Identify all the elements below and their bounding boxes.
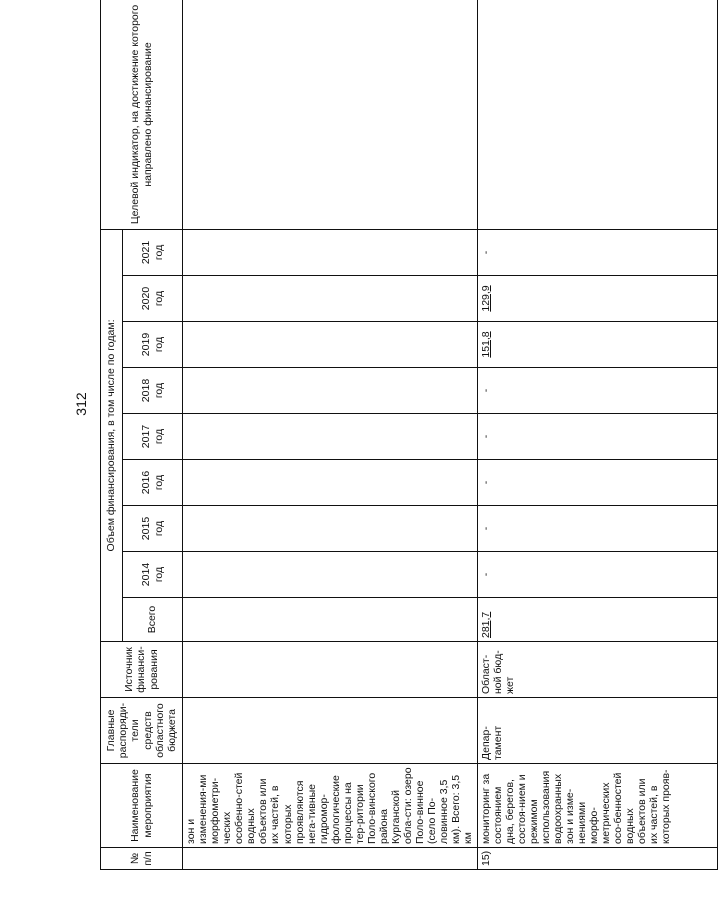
header-source: Источник финанси-рования	[101, 642, 183, 698]
row-total	[183, 598, 478, 642]
row-year-value	[183, 322, 478, 368]
row-year-value: -	[477, 368, 717, 414]
header-total: Всего	[123, 598, 183, 642]
row-target	[477, 0, 717, 229]
row-year-value: -	[477, 552, 717, 598]
row-year-value: -	[477, 414, 717, 460]
header-target: Целевой индикатор, на достижение которого направлено финансирование	[101, 0, 183, 229]
header-year: 2020 год	[123, 276, 183, 322]
header-year: 2019 год	[123, 322, 183, 368]
row-year-value: 151,8	[477, 322, 717, 368]
row-total: 281,7	[477, 598, 717, 642]
header-year: 2015 год	[123, 506, 183, 552]
row-year-value	[183, 229, 478, 275]
row-source: Област-ной бюд-жет	[477, 642, 717, 698]
header-year: 2016 год	[123, 460, 183, 506]
header-year: 2017 год	[123, 414, 183, 460]
row-manager	[183, 698, 478, 764]
row-num: 15)	[477, 848, 717, 870]
row-manager: Депар-тамент	[477, 698, 717, 764]
table-row	[477, 0, 717, 870]
row-year-value: -	[477, 229, 717, 275]
rotated-table-page	[100, 0, 673, 870]
row-name: мониторинг за состоянием дна, берегов, состоя-нием и режимом использования водоохранных зон и изме-нениями морфо-метрических осо-бенностей водных объектов или их частей, в которых прояв-	[477, 764, 717, 848]
row-year-value	[183, 414, 478, 460]
header-name: Наименование мероприятия	[101, 764, 183, 848]
row-target	[183, 0, 478, 229]
row-year-value: 129,9	[477, 276, 717, 322]
row-year-value	[183, 276, 478, 322]
header-managers: Главные распоряди-тели средств областного бюджета	[101, 698, 183, 764]
header-year: 2021 год	[123, 229, 183, 275]
page-number: 312	[73, 392, 89, 416]
row-year-value: -	[477, 506, 717, 552]
header-year: 2018 год	[123, 368, 183, 414]
header-year: 2014 год	[123, 552, 183, 598]
financing-table	[100, 0, 718, 870]
header-num: № п/п	[101, 848, 183, 870]
row-name: зон и изменения-ми морфометри-ческих особенно-стей водных объектов или их частей, в которых проявляются нега-тивные гидромор-фологические процессы на тер-ритории Поло-винского района Курганской обла-сти: озеро Поло-винное (село По-ловинное 3,5 км). Всего: 3,5 км	[183, 764, 478, 848]
row-year-value: -	[477, 460, 717, 506]
row-year-value	[183, 460, 478, 506]
row-year-value	[183, 552, 478, 598]
header-volume: Объем финансирования, в том числе по годам:	[101, 229, 123, 641]
row-year-value	[183, 506, 478, 552]
row-num	[183, 848, 478, 870]
table-row	[183, 0, 478, 870]
row-year-value	[183, 368, 478, 414]
row-source	[183, 642, 478, 698]
